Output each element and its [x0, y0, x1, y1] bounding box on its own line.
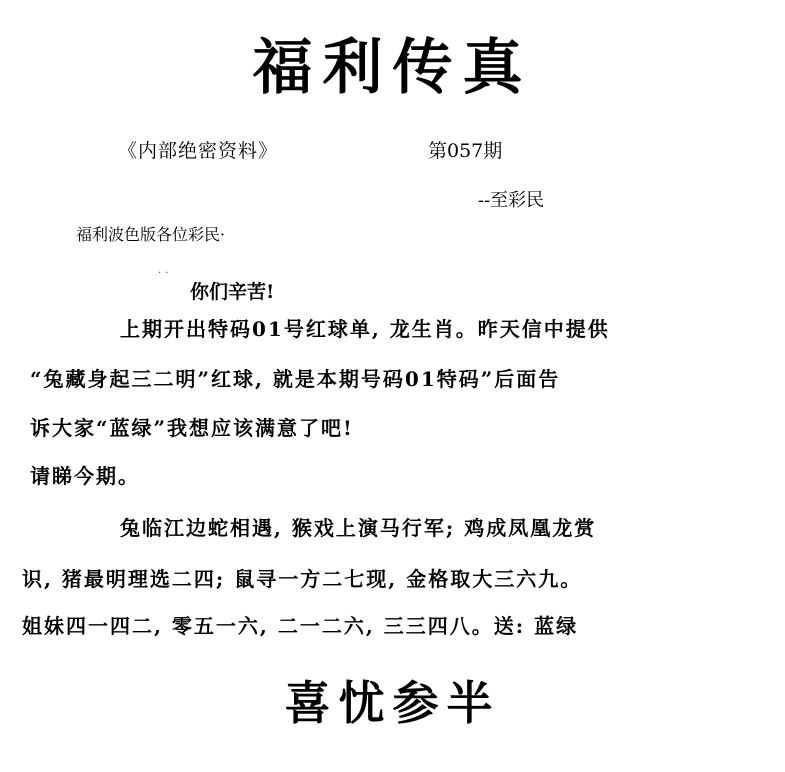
footer-slogan: 喜忧参半	[284, 676, 501, 730]
document-subtitle: 《内部绝密资料》	[118, 140, 279, 162]
letter-line: 上期开出特码01号红球单, 龙生肖。昨天信中提供	[120, 317, 610, 341]
letter-line: 识, 猪最明理选二四; 鼠寻一方二七现, 金格取大三六九。	[22, 567, 583, 591]
letter-line: 姐妹四一四二, 零五一六, 二一二六, 三三四八。送: 蓝绿	[22, 614, 579, 638]
letter-line: “兔藏身起三二明”红球, 就是本期号码01特码”后面告	[30, 367, 561, 391]
letter-from: --至彩民	[478, 190, 545, 211]
letter-salutation: 你们辛苦!	[190, 281, 275, 303]
issue-number: 第057期	[428, 140, 503, 162]
letter-recipient: 福利波色版各位彩民·	[76, 225, 226, 244]
letter-line: 诉大家“蓝绿”我想应该满意了吧!	[30, 416, 354, 440]
letter-line: 请睇今期。	[30, 464, 140, 488]
dots-mark: ··	[158, 268, 173, 279]
page-title: 福利传真	[252, 33, 533, 103]
letter-line: 兔临江边蛇相遇, 猴戏上演马行军; 鸡成凤凰龙赏	[120, 516, 597, 540]
